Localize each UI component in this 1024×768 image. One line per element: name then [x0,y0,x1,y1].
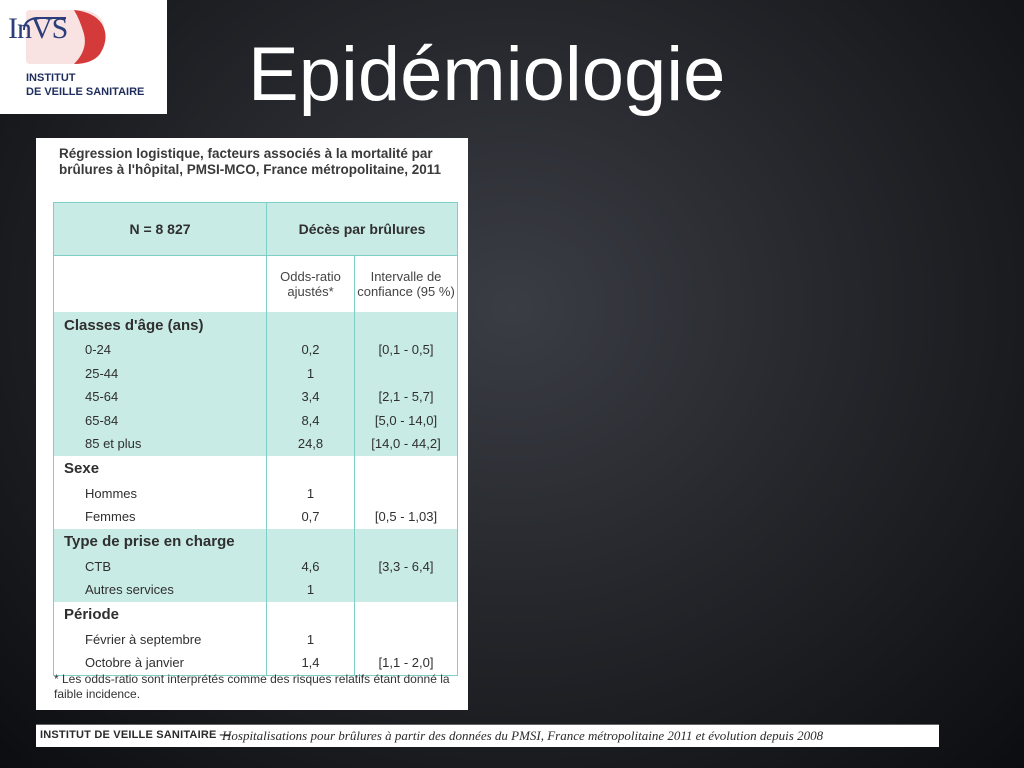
invs-logo [0,0,167,114]
table-subheader-row [54,256,458,313]
section-empty-cell [355,602,458,628]
slide-title: Epidémiologie [248,32,726,117]
confidence-interval-value: [5,0 - 14,0] [355,409,458,433]
row-label: Hommes [54,482,267,506]
section-label: Période [54,602,267,628]
source-bar [36,724,939,747]
confidence-interval-value: [1,1 - 2,0] [355,651,458,675]
confidence-interval-value: [3,3 - 6,4] [355,555,458,579]
table-row [54,409,458,433]
row-label: 65-84 [54,409,267,433]
table-row [54,362,458,386]
source-title: Hospitalisations pour brûlures à partir des données du PMSI, France métropolitaine 2011 et évolution depuis 2008 [222,728,824,743]
odds-ratio-value: 1,4 [267,651,355,675]
table-row [54,338,458,362]
confidence-interval-value: [14,0 - 44,2] [355,432,458,456]
odds-ratio-value: 24,8 [267,432,355,456]
section-label: Sexe [54,456,267,482]
row-label: 25-44 [54,362,267,386]
confidence-interval-value [355,578,458,602]
row-label: CTB [54,555,267,579]
col-odds-ratio: Odds-ratio ajustés* [267,256,355,313]
table-header-row [54,203,458,256]
section-label: Type de prise en charge [54,529,267,555]
odds-ratio-value: 1 [267,482,355,506]
section-empty-cell [355,312,458,338]
section-empty-cell [267,456,355,482]
footnote: * Les odds-ratio sont interprétés comme des risques relatifs étant donné la faible incidence. [54,672,450,701]
section-empty-cell [267,312,355,338]
table-row [54,385,458,409]
n-label: N = 8 827 [54,203,267,256]
document-title: Régression logistique, facteurs associés à la mortalité par brûlures à l'hôpital, PMSI-MCO, France métropolitaine, 2011 [59,146,442,177]
odds-ratio-value: 8,4 [267,409,355,433]
row-label: Février à septembre [54,628,267,652]
table-row [54,432,458,456]
institute-line-2: DE VEILLE SANITAIRE [26,86,145,98]
section-row [54,456,458,482]
row-label: 0-24 [54,338,267,362]
confidence-interval-value [355,482,458,506]
section-empty-cell [355,456,458,482]
odds-ratio-value: 1 [267,578,355,602]
outcome-header: Décès par brûlures [267,203,458,256]
document-excerpt [36,138,468,710]
section-label: Classes d'âge (ans) [54,312,267,338]
section-empty-cell [355,529,458,555]
row-label: Octobre à janvier [54,651,267,675]
row-label: Femmes [54,505,267,529]
table-row [54,578,458,602]
confidence-interval-value: [0,1 - 0,5] [355,338,458,362]
table-row [54,505,458,529]
table-row [54,628,458,652]
row-label: Autres services [54,578,267,602]
row-label: 45-64 [54,385,267,409]
odds-ratio-value: 3,4 [267,385,355,409]
confidence-interval-value [355,628,458,652]
invs-logo-text: InVS [8,12,68,45]
section-empty-cell [267,529,355,555]
regression-table-body [54,203,458,676]
odds-ratio-value: 0,2 [267,338,355,362]
confidence-interval-value [355,362,458,386]
regression-table [53,202,458,676]
section-row [54,312,458,338]
section-empty-cell [267,602,355,628]
odds-ratio-value: 1 [267,362,355,386]
odds-ratio-value: 1 [267,628,355,652]
table-row [54,555,458,579]
confidence-interval-value: [0,5 - 1,03] [355,505,458,529]
institute-name [26,71,144,99]
institute-line-1: INSTITUT [26,72,76,84]
col-confidence-interval: Intervalle de confiance (95 %) [355,256,458,313]
row-label: 85 et plus [54,432,267,456]
section-row [54,602,458,628]
table-row [54,482,458,506]
source-institute: INSTITUT DE VEILLE SANITAIRE — [40,729,231,741]
section-row [54,529,458,555]
odds-ratio-value: 0,7 [267,505,355,529]
subheader-empty-cell [54,256,267,313]
odds-ratio-value: 4,6 [267,555,355,579]
confidence-interval-value: [2,1 - 5,7] [355,385,458,409]
